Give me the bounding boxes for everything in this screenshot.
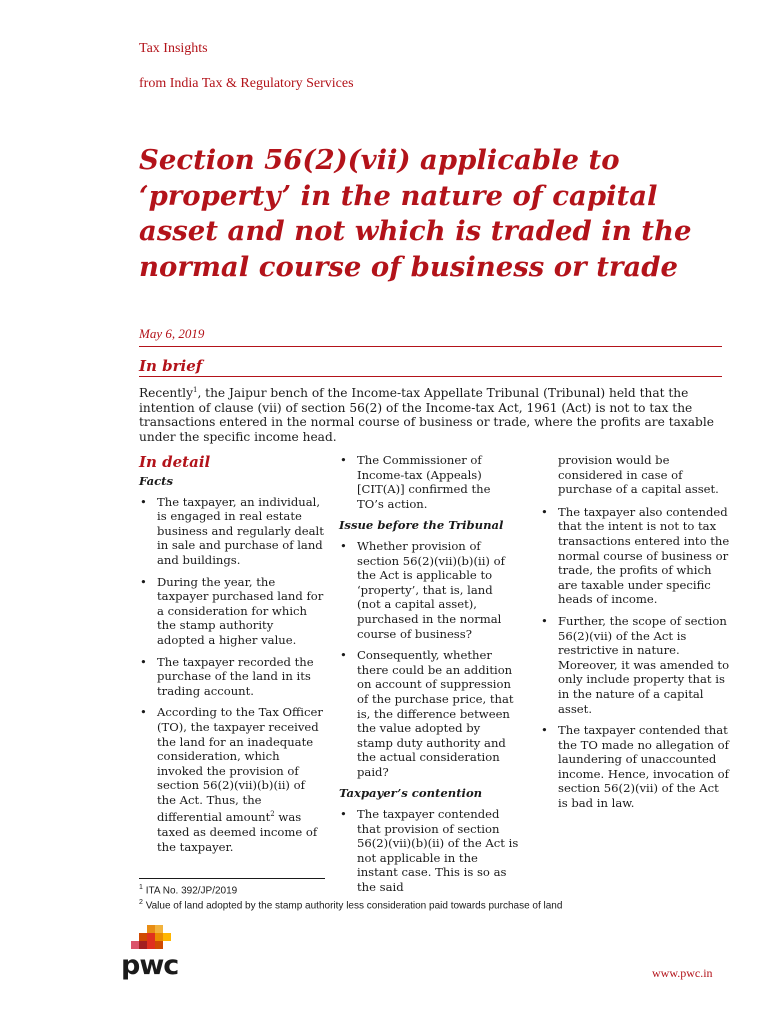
list-item xyxy=(540,505,730,607)
logo-block xyxy=(131,941,139,949)
contention-text: The taxpayer also contended that the intent is not to tax transactions entered into the normal course of business or trade, the profits of which are taxable under specific heads of income. xyxy=(558,504,730,607)
series-title: Tax Insights xyxy=(139,41,208,56)
publication-date: May 6, 2019 xyxy=(139,326,205,341)
logo-block xyxy=(139,933,147,941)
bullet-icon: • xyxy=(140,574,147,589)
in-brief-text xyxy=(139,383,729,444)
logo-block xyxy=(139,941,147,949)
bullet-icon: • xyxy=(340,648,347,663)
contention-text: The taxpayer contended that provision of section 56(2)(vii)(b)(ii) of the Act is not applicable in the instant case. This is so as the said xyxy=(357,807,519,895)
contention-text-continued: provision would be considered in case of purchase of a capital asset. xyxy=(558,453,719,497)
list-item xyxy=(139,655,324,699)
contention-list-continued xyxy=(540,505,730,811)
footnote-2 xyxy=(139,899,562,911)
footnote-divider xyxy=(139,878,325,879)
fact-text: According to the Tax Officer (TO), the taxpayer received the land for an inadequate consideration, which invoked the provision of section 56(2)(vii)(b)(ii) of the Act. Thus, the differential amount xyxy=(157,705,323,825)
footnote-text: Value of land adopted by the stamp authority less consideration paid towards purchase of land xyxy=(145,900,563,912)
bullet-icon: • xyxy=(140,494,147,509)
list-item xyxy=(540,723,730,811)
list-item xyxy=(339,453,519,511)
bullet-icon: • xyxy=(340,538,347,553)
in-brief-heading: In brief xyxy=(139,357,203,375)
logo-block xyxy=(163,933,171,941)
fact-text: The Commissioner of Income-tax (Appeals) [CIT(A)] confirmed the TO’s action. xyxy=(357,453,491,511)
in-brief-text-end: , the Jaipur bench of the Income-tax Appellate Tribunal (Tribunal) held that the intention of clause (vii) of section 56(2) of the Income-tax Act, 1961 (Act) is not to tax the transactions entered in the normal course of business or trade, where the profits are taxable under the specific income head. xyxy=(139,386,714,444)
issue-text: Consequently, whether there could be an addition on account of suppression of the purchase price, that is, the difference between the value adopted by stamp duty authority and the actual consideration paid? xyxy=(357,648,514,779)
in-brief-text-start: Recently xyxy=(139,386,193,401)
footnote-text: ITA No. 392/JP/2019 xyxy=(145,885,238,897)
column-3 xyxy=(540,453,730,818)
contention-text: The taxpayer contended that the TO made no allegation of laundering of unaccounted income. Hence, invocation of section 56(2)(vii) of the Act is bad in law. xyxy=(558,723,729,811)
issue-heading: Issue before the Tribunal xyxy=(339,518,504,533)
fact-text: The taxpayer, an individual, is engaged in real estate business and regularly dealt in sale and purchase of land and buildings. xyxy=(157,494,324,567)
footnote-number: 1 xyxy=(139,884,143,891)
bullet-icon: • xyxy=(340,453,347,467)
footnote-ref-1[interactable]: 1 xyxy=(192,386,198,394)
logo-block xyxy=(155,941,163,949)
page-title: Section 56(2)(vii) applicable to ‘property’ in the nature of capital asset and not which is traded in the normal course of business or trade xyxy=(139,144,692,283)
list-item xyxy=(139,575,324,648)
contention-text: Further, the scope of section 56(2)(vii) of the Act is restrictive in nature. Moreover, it was amended to only include property that is in the nature of a capital asset. xyxy=(558,613,730,716)
logo-block xyxy=(147,941,155,949)
bullet-icon: • xyxy=(140,654,147,669)
issue-text: Whether provision of section 56(2)(vii)(b)(ii) of the Act is applicable to ‘property’, that is, land (not a capital asset), purchased in the normal course of business? xyxy=(357,538,505,641)
list-item xyxy=(139,495,324,568)
facts-heading: Facts xyxy=(139,474,174,488)
divider-top xyxy=(139,346,722,347)
bullet-icon: • xyxy=(541,613,548,628)
facts-list-continued xyxy=(339,453,519,511)
website-link[interactable]: www.pwc.in xyxy=(652,966,713,980)
fact-text: During the year, the taxpayer purchased land for a consideration for which the stamp authority adopted a higher value. xyxy=(157,574,324,647)
logo-block xyxy=(147,925,155,933)
list-item xyxy=(339,648,519,779)
footnote-1 xyxy=(139,884,237,896)
logo-block xyxy=(147,933,155,941)
list-item xyxy=(339,539,519,641)
logo-block xyxy=(155,933,163,941)
contention-heading: Taxpayer’s contention xyxy=(339,786,483,801)
in-detail-heading: In detail xyxy=(139,453,211,471)
fact-text-end: was taxed as deemed income of the taxpayer. xyxy=(157,810,318,854)
column-1 xyxy=(139,453,324,861)
footnote-ref-2[interactable]: 2 xyxy=(270,810,275,819)
series-subtitle: from India Tax & Regulatory Services xyxy=(139,76,354,91)
list-item xyxy=(139,705,324,854)
column-2 xyxy=(339,453,519,902)
facts-list xyxy=(139,495,324,855)
list-item xyxy=(540,614,730,716)
bullet-icon: • xyxy=(340,807,347,822)
footnote-number: 2 xyxy=(139,899,143,906)
bullet-icon: • xyxy=(541,504,548,519)
pwc-logo-text: pwc xyxy=(121,950,179,981)
issues-list xyxy=(339,539,519,780)
divider-brief xyxy=(139,376,722,377)
bullet-icon: • xyxy=(140,705,147,720)
logo-block xyxy=(155,925,163,933)
bullet-icon: • xyxy=(541,723,548,738)
list-item xyxy=(339,807,519,895)
fact-text: The taxpayer recorded the purchase of the land in its trading account. xyxy=(157,654,314,698)
contention-list xyxy=(339,807,519,895)
